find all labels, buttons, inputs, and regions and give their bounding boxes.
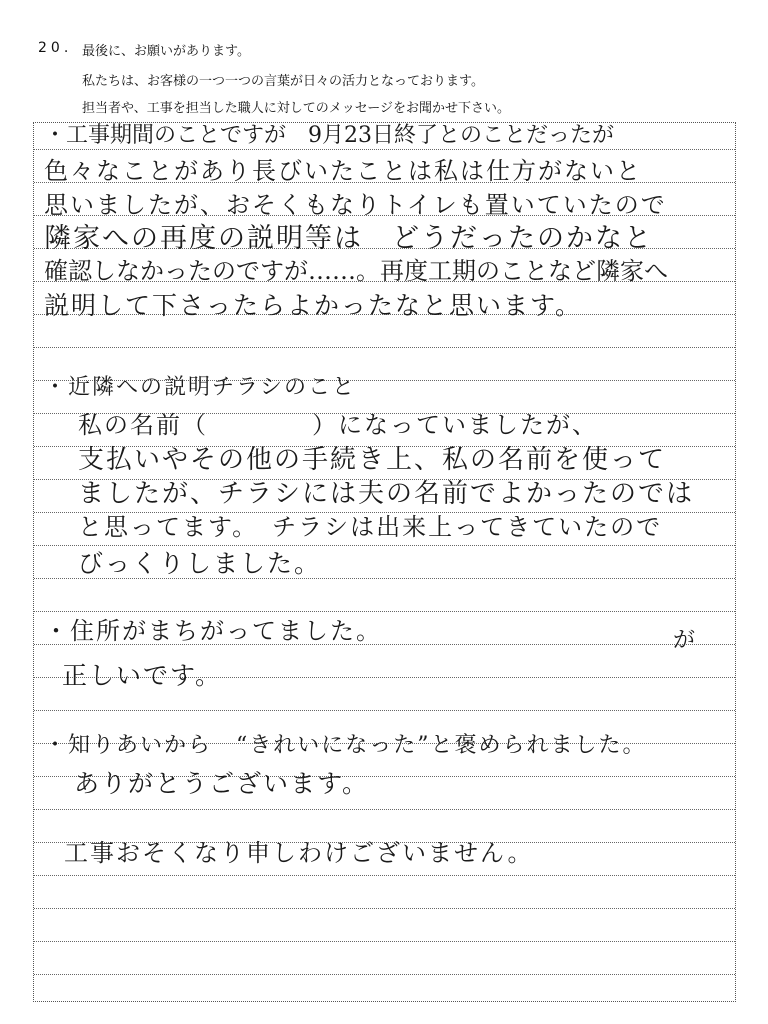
handwritten-line: 隣家への再度の説明等は どうだったのかなと <box>44 223 653 254</box>
handwritten-line: ・近隣への説明チラシのこと <box>44 375 357 400</box>
handwritten-line: 私の名前（ ）になっていましたが、 <box>78 411 598 439</box>
question-number: 20. <box>38 40 73 56</box>
ruled-line <box>34 875 735 876</box>
handwritten-line: ありがとうございます。 <box>74 769 370 798</box>
ruled-line <box>34 809 735 810</box>
ruled-line <box>34 941 735 942</box>
handwritten-line: 思いましたが、おそくもなりトイレも置いていたので <box>44 191 667 219</box>
question-title: 最後に、お願いがあります。 <box>82 44 250 59</box>
handwritten-line: と思ってます。 チラシは出来上ってきていたので <box>78 513 663 541</box>
ruled-line <box>34 347 735 348</box>
handwritten-line: 工事おそくなり申しわけございません。 <box>64 839 534 867</box>
handwritten-line: 色々なことがあり長びいたことは私は仕方がないと <box>44 157 642 185</box>
handwritten-line: 正しいです。 <box>62 661 223 690</box>
ruled-line <box>34 974 735 975</box>
question-text-line-2: 私たちは、お客様の一つ一つの言葉が日々の活力となっております。 <box>82 74 484 89</box>
ruled-line <box>34 149 735 150</box>
question-text-line-3: 担当者や、工事を担当した職人に対してのメッセージをお聞かせ下さい。 <box>82 101 510 116</box>
handwritten-line: ましたが、チラシには夫の名前でよかったのでは <box>78 479 695 509</box>
handwritten-line: ・住所がまちがってました。 <box>44 617 382 645</box>
ruled-line <box>34 611 735 612</box>
ruled-line <box>34 545 735 546</box>
handwritten-line: 支払いやその他の手続き上、私の名前を使って <box>78 445 667 475</box>
margin-note: が <box>672 628 695 653</box>
handwritten-line: びっくりしました。 <box>78 549 322 578</box>
answer-sheet <box>33 122 736 1002</box>
ruled-line <box>34 578 735 579</box>
question-header <box>0 0 768 118</box>
handwritten-line: 説明して下さったらよかったなと思います。 <box>44 291 583 320</box>
handwritten-line: 確認しなかったのですが……。再度工期のことなど隣家へ <box>44 257 668 285</box>
handwritten-line: ・工事期間のことですが 9月23日終了とのことだったが <box>44 123 614 148</box>
handwritten-line: ・知りあいから “きれいになった”と褒められました。 <box>44 733 647 758</box>
ruled-line <box>34 710 735 711</box>
ruled-line <box>34 908 735 909</box>
